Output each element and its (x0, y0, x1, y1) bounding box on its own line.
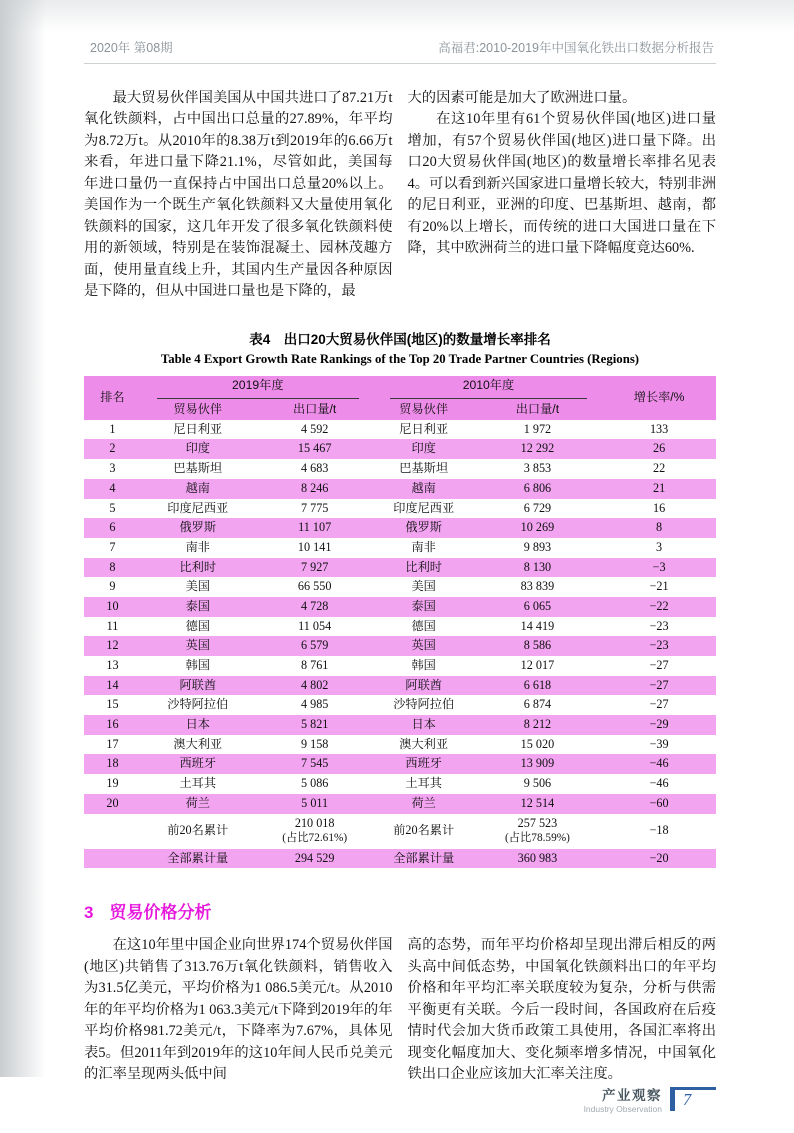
cell-growth-rate: 26 (602, 439, 716, 459)
intro-right-column (408, 88, 717, 302)
cell-partner-2010: 全部累计量 (375, 849, 473, 869)
cell-partner-2019: 前20名累计 (167, 823, 229, 838)
table-row (84, 656, 716, 676)
cell-partner-2010: 澳大利亚 (399, 736, 449, 751)
page-footer (0, 1085, 794, 1133)
cell-export-2010: 8 586 (473, 636, 603, 656)
table-row (84, 597, 716, 617)
cell-partner-2010: 德国 (411, 618, 436, 633)
cell-partner-2019: 巴基斯坦 (173, 461, 223, 476)
cell-rank: 15 (106, 697, 119, 712)
cell-export-2010: 9 893 (523, 539, 552, 554)
cell-partner-2019: 俄罗斯 (141, 518, 255, 538)
cell-partner-2019: 韩国 (185, 658, 210, 672)
cell-partner-2010: 日本 (375, 715, 473, 735)
cell-export-2019: 5 011 (255, 794, 375, 814)
year-2019-label: 2019年度 (157, 377, 359, 399)
running-header (84, 38, 716, 64)
table-row (84, 617, 716, 637)
cell-rank: 5 (109, 500, 116, 515)
cell-growth-rate: −60 (602, 794, 716, 814)
table-row (84, 814, 716, 849)
section-3-right-column (408, 935, 717, 1085)
cell-partner-2010: 越南 (375, 479, 473, 499)
cell-partner-2019: 荷兰 (141, 794, 255, 814)
cell-partner-2019: 南非 (185, 539, 210, 554)
cell-partner-2010: 阿联酋 (375, 676, 473, 696)
cell-export-2019: 9 158 (300, 736, 329, 751)
table-row (84, 518, 716, 538)
table-row (84, 754, 716, 774)
cell-export-2010: 13 909 (473, 754, 603, 774)
cell-growth-rate: −23 (649, 618, 669, 633)
cell-partner-2010: 比利时 (375, 558, 473, 578)
paragraph: 在这10年里有61个贸易伙伴国(地区)进口量增加，有57个贸易伙伴国(地区)进口量下降。出口20大贸易伙伴国(地区)的数量增长率排名见表4。可以看到新兴国家进口量增长较大，特别非洲的尼日利亚，亚洲的印度、巴基斯坦、越南，都有20%以上增长，而传统的进口大国进口量在下降，其中欧洲荷兰的进口量下降幅度竟达60%. (407, 111, 716, 257)
table-row (84, 558, 716, 578)
cell-growth-rate: 22 (653, 461, 666, 476)
journal-section-name-en: Industry Observation (583, 1104, 662, 1115)
cell-partner-2019: 美国 (185, 579, 210, 594)
cell-export-2019: 4 985 (300, 697, 329, 712)
cell-partner-2019: 日本 (141, 715, 255, 735)
cell-export-2010: 257 523 (占比78.59%) (473, 814, 603, 849)
cell-partner-2010: 印度 (375, 439, 473, 459)
cell-growth-rate: 133 (649, 421, 669, 436)
cell-growth-rate: −27 (649, 658, 669, 672)
cell-export-2010: 12 017 (520, 658, 555, 672)
cell-export-2010: 9 506 (523, 776, 552, 791)
cell-export-2010: 6 806 (473, 479, 603, 499)
cell-growth-rate: −3 (602, 558, 716, 578)
cell-partner-2019: 全部累计量 (141, 849, 255, 869)
corner-bracket-icon (670, 1087, 716, 1090)
cell-growth-rate: −22 (602, 597, 716, 617)
cell-rank: 3 (109, 461, 116, 476)
cell-partner-2010: 沙特阿拉伯 (393, 697, 455, 712)
cell-export-2010: 3 853 (523, 461, 552, 476)
cell-growth-rate: −18 (649, 823, 669, 838)
table-row (84, 849, 716, 869)
cell-partner-2010: 西班牙 (375, 754, 473, 774)
issue-label: 2020年 第08期 (90, 41, 173, 55)
cell-growth-rate: −27 (602, 676, 716, 696)
cell-partner-2010: 俄罗斯 (375, 518, 473, 538)
table-row (84, 794, 716, 814)
cell-partner-2010: 巴基斯坦 (399, 461, 449, 476)
cell-partner-2019: 越南 (141, 479, 255, 499)
cell-growth-rate: −46 (602, 754, 716, 774)
cell-partner-2010: 土耳其 (405, 776, 442, 791)
cell-export-2019: 210 018 (占比72.61%) (255, 814, 375, 849)
cell-export-2010: 83 839 (520, 579, 555, 594)
page-number: 7 (683, 1090, 692, 1110)
cell-export-2010: 8 212 (473, 715, 603, 735)
cell-export-2010: 12 514 (473, 794, 603, 814)
cell-rank: 16 (84, 715, 141, 735)
cell-rank: 19 (106, 776, 119, 791)
table-row (84, 695, 716, 715)
cell-partner-2019: 泰国 (141, 597, 255, 617)
paragraph: 大的因素可能是加大了欧洲进口量。 (407, 90, 637, 106)
cell-export-2010: 15 020 (520, 736, 555, 751)
table-body (84, 420, 716, 869)
cell-export-2019: 15 467 (255, 439, 375, 459)
section-title: 贸易价格分析 (109, 903, 212, 923)
cell-partner-2010: 美国 (411, 579, 436, 594)
cell-export-2010: 6 065 (473, 597, 603, 617)
cell-partner-2010: 尼日利亚 (399, 421, 449, 436)
col-header-year-2010 (375, 376, 603, 400)
table-row (84, 439, 716, 459)
section-3-heading (84, 898, 716, 923)
footer-labels (584, 1085, 662, 1115)
table-row (84, 420, 716, 440)
cell-export-2019: 4 683 (300, 461, 329, 476)
cell-growth-rate: −23 (602, 636, 716, 656)
journal-section-name-cn: 产业观察 (602, 1088, 662, 1104)
cell-partner-2019: 印度 (141, 439, 255, 459)
table-4-section (84, 328, 716, 868)
cell-rank: 20 (84, 794, 141, 814)
cell-rank: 17 (106, 736, 119, 751)
cell-export-2010: 10 269 (473, 518, 603, 538)
cell-partner-2019: 土耳其 (179, 776, 217, 791)
table-row (84, 735, 716, 755)
col-header-export-2010: 出口量/t (473, 400, 603, 420)
cell-partner-2019: 阿联酋 (141, 676, 255, 696)
table-row (84, 538, 716, 558)
cell-rank: 11 (106, 618, 119, 633)
cell-export-2019: 6 579 (255, 636, 375, 656)
cell-partner-2019: 尼日利亚 (173, 421, 223, 436)
col-header-partner-2010: 贸易伙伴 (375, 400, 473, 420)
cell-rank: 12 (84, 636, 141, 656)
intro-columns (84, 88, 716, 302)
cell-partner-2010: 韩国 (411, 658, 436, 672)
section-3-columns (84, 935, 716, 1085)
table-row (84, 577, 716, 597)
cell-partner-2019: 英国 (141, 636, 255, 656)
table-title-cn: 表4 出口20大贸易伙伴国(地区)的数量增长率排名 (249, 332, 551, 348)
cell-rank: 4 (84, 479, 141, 499)
cell-rank (84, 849, 141, 869)
table-row (84, 676, 716, 696)
col-header-rank: 排名 (84, 376, 141, 419)
cell-export-2019: 66 550 (297, 579, 332, 594)
table-row (84, 715, 716, 735)
cell-export-2019: 7 545 (255, 754, 375, 774)
cell-export-2010: 6 618 (473, 676, 603, 696)
section-number: 3 (84, 903, 94, 923)
cell-partner-2019: 澳大利亚 (173, 736, 223, 751)
cell-export-2019: 4 728 (255, 597, 375, 617)
table-title-en: Table 4 Export Growth Rate Rankings of the Top 20 Trade Partner Countries (Regions) (160, 352, 640, 367)
cell-rank: 1 (109, 421, 116, 436)
cell-partner-2019: 西班牙 (141, 754, 255, 774)
table-row (84, 479, 716, 499)
cell-export-2019: 4 802 (255, 676, 375, 696)
cell-growth-rate: −20 (602, 849, 716, 869)
cell-export-2019: 4 592 (300, 421, 329, 436)
table-row (84, 459, 716, 479)
section-3-left-column (84, 935, 393, 1085)
cell-export-2019: 5 086 (300, 776, 329, 791)
cell-partner-2010: 荷兰 (375, 794, 473, 814)
cell-export-2010: 6 729 (523, 500, 552, 515)
cell-growth-rate: −46 (649, 776, 669, 791)
table-row (84, 499, 716, 519)
cell-rank: 8 (84, 558, 141, 578)
cell-export-2019: 8 246 (255, 479, 375, 499)
cell-rank: 9 (109, 579, 116, 594)
col-header-year-2019 (141, 376, 375, 400)
cell-export-2010: 360 983 (473, 849, 603, 869)
cell-export-2010: 14 419 (520, 618, 555, 633)
cell-growth-rate: 8 (602, 518, 716, 538)
cell-growth-rate: −29 (602, 715, 716, 735)
cell-export-2010-share-note: (占比78.59%) (504, 832, 570, 845)
paragraph: 高的态势，而年平均价格却呈现出滞后相反的两头高中间低态势，中国氧化铁颜料出口的年平均价格和年平均汇率关联度较为复杂，分析与供需平衡更有关联。今后一段时间，各国政府在后疫情时代会加大货币政策工具使用，各国汇率将出现变化幅度加大、变化频率增多情况，中国氧化铁出口企业应该加大汇率关注度。 (407, 937, 716, 1083)
paragraph: 最大贸易伙伴国美国从中国共进口了87.21万t氧化铁颜料，占中国出口总量的27.89%，年平均为8.72万t。从2010年的8.38万t到2019年的6.66万t来看，年进口量下降21.1%，尽管如此，美国每年进口量仍一直保持占中国出口总量20%以上。美国作为一个既生产氧化铁颜料又大量使用氧化铁颜料的国家，这几年开发了很多氧化铁颜料使用的新领域，特别是在装饰混凝土、园林茂趣方面，使用量直线上升，其国内生产量因各种原因是下降的，但从中国进口量也是下降的，最 (84, 90, 393, 299)
cell-export-2019: 8 761 (300, 658, 329, 672)
cell-rank: 6 (84, 518, 141, 538)
cell-rank: 10 (84, 597, 141, 617)
article-title-header: 高福君:2010-2019年中国氧化铁出口数据分析报告 (438, 41, 714, 55)
cell-export-2019: 10 141 (297, 539, 332, 554)
cell-partner-2019: 印度尼西亚 (167, 500, 229, 515)
corner-bar-icon (670, 1087, 675, 1111)
table-header (84, 376, 716, 419)
cell-growth-rate: 21 (602, 479, 716, 499)
cell-growth-rate: −21 (649, 579, 669, 594)
intro-left-column (84, 88, 393, 302)
cell-rank: 13 (106, 658, 119, 672)
cell-growth-rate: −39 (649, 736, 669, 751)
page-number-block (670, 1085, 716, 1115)
cell-export-2010: 12 292 (473, 439, 603, 459)
export-growth-table (84, 376, 716, 868)
cell-partner-2019: 德国 (185, 618, 210, 633)
cell-export-2019: 5 821 (255, 715, 375, 735)
cell-rank: 7 (109, 539, 116, 554)
cell-export-2010: 6 874 (523, 697, 552, 712)
col-header-partner-2019: 贸易伙伴 (141, 400, 255, 420)
cell-export-2010: 1 972 (523, 421, 552, 436)
cell-growth-rate: 16 (653, 500, 666, 515)
cell-export-2019: 11 054 (298, 618, 332, 633)
cell-export-2019: 294 529 (255, 849, 375, 869)
cell-partner-2019: 比利时 (141, 558, 255, 578)
cell-export-2010: 8 130 (473, 558, 603, 578)
cell-rank: 2 (84, 439, 141, 459)
cell-partner-2010: 前20名累计 (393, 823, 455, 838)
year-2010-label: 2010年度 (390, 377, 587, 399)
cell-partner-2010: 英国 (375, 636, 473, 656)
cell-export-2019: 11 107 (255, 518, 375, 538)
cell-rank (84, 814, 141, 849)
cell-partner-2010: 泰国 (375, 597, 473, 617)
cell-partner-2019: 沙特阿拉伯 (167, 697, 229, 712)
cell-rank: 18 (84, 754, 141, 774)
cell-rank: 14 (84, 676, 141, 696)
paragraph: 在这10年里中国企业向世界174个贸易伙伴国(地区)共销售了313.76万t氧化铁颜料，销售收入为31.5亿美元，平均价格为1 086.5美元/t。从2010年的年平均价格为1 063.3美元/t下降到2019年的年平均价格981.72美元/t，下降率为7.67%，具体见表5。但2011年到2019年的这10年间人民币兑美元的汇率呈现两头低中间 (84, 937, 393, 1083)
table-row (84, 636, 716, 656)
cell-export-2019: 7 927 (255, 558, 375, 578)
cell-growth-rate: 3 (656, 539, 663, 554)
cell-partner-2010: 南非 (411, 539, 436, 554)
col-header-export-2019: 出口量/t (255, 400, 375, 420)
cell-partner-2010: 印度尼西亚 (393, 500, 455, 515)
cell-growth-rate: −27 (649, 697, 669, 712)
col-header-growth: 增长率/% (602, 376, 716, 419)
cell-export-2019-share-note: (占比72.61%) (282, 832, 348, 845)
cell-export-2019: 7 775 (300, 500, 329, 515)
table-row (84, 774, 716, 794)
